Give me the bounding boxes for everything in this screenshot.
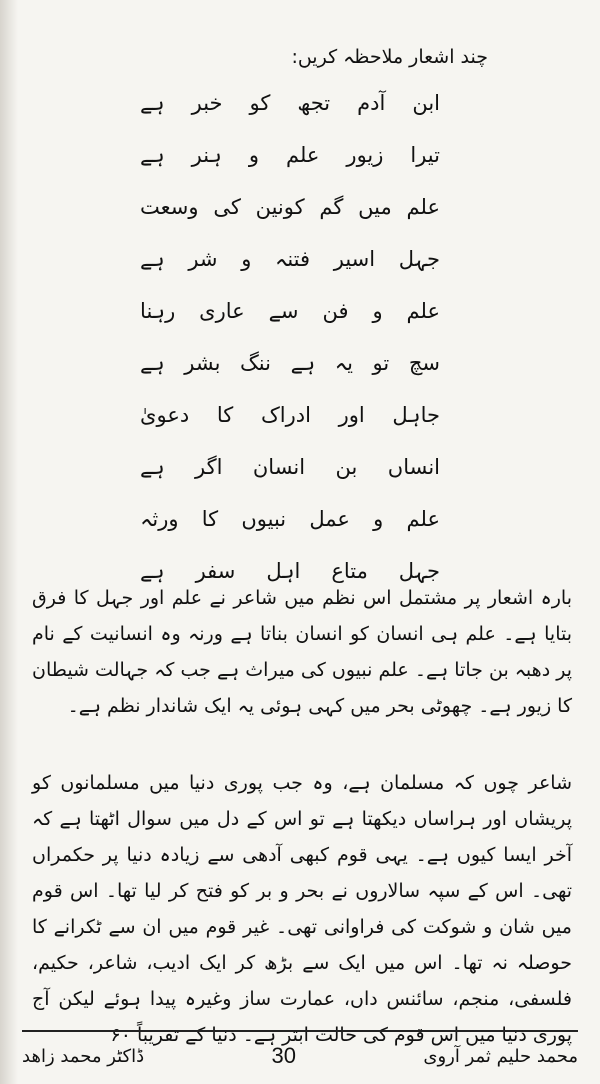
footer-divider: [22, 1030, 578, 1032]
verse-word: انسان: [252, 455, 306, 479]
verse-word: دعویٰ: [140, 403, 190, 427]
verse-word: ہنر: [191, 143, 222, 167]
verse-word: و: [372, 299, 383, 323]
verse-line: [140, 189, 440, 225]
footer-author-right: محمد حلیم ثمر آروی: [423, 1045, 578, 1067]
verse-word: فتنہ: [275, 247, 311, 271]
verse-word: علم: [406, 507, 440, 531]
verse-word: و: [373, 507, 384, 531]
verse-word: عمل: [309, 507, 350, 531]
verse-line: [140, 137, 440, 173]
page-footer: [22, 1036, 578, 1076]
verse-word: انساں: [387, 455, 440, 479]
footer-author-left: ڈاکٹر محمد زاھد: [22, 1045, 145, 1067]
verse-word: جاہل: [392, 403, 440, 427]
verse-word: ہے: [140, 247, 165, 271]
verse-word: سچ: [408, 351, 440, 375]
verse-word: کی: [213, 195, 241, 219]
verse-line: [140, 501, 440, 537]
verse-word: ہے: [140, 91, 165, 115]
verse-word: علم: [406, 299, 440, 323]
verse-word: گم: [319, 195, 344, 219]
verse-word: ادراک: [260, 403, 311, 427]
verse-line: [140, 241, 440, 277]
verse-word: بشر: [184, 351, 221, 375]
verse-word: و: [241, 247, 252, 271]
verse-word: اگر: [195, 455, 223, 479]
verse-word: ہے: [290, 351, 316, 375]
verse-word: تجھ: [297, 91, 331, 115]
verse-word: عاری: [199, 299, 245, 323]
verse-word: ابن: [412, 91, 440, 115]
verse-word: سفر: [195, 559, 236, 583]
paragraph-1: بارہ اشعار پر مشتمل اس نظم میں شاعر نے علم اور جہل کا فرق بتایا ہے۔ علم ہی انسان کو انسان بناتا ہے ورنہ وہ انسانیت کے نام پر دھبہ بن جاتا ہے۔ علم نبیوں کی میراث ہے جب کہ جہالت شیطان کا زیور ہے۔ چھوٹی بحر میں کہی ہوئی یہ ایک شاندار نظم ہے۔: [32, 587, 572, 717]
verse-word: علم: [406, 195, 440, 219]
verse-word: متاع: [331, 559, 368, 583]
verse-word: کو: [249, 91, 271, 115]
verse-word: کا: [201, 507, 219, 531]
verse-word: ہے: [140, 455, 165, 479]
verse-word: زیور: [346, 143, 384, 167]
verse-word: بن: [335, 455, 358, 479]
verse-line: [140, 85, 440, 121]
verse-word: فن: [322, 299, 349, 323]
verse-word: تیرا: [410, 143, 440, 167]
verse-word: یہ: [334, 351, 353, 375]
paragraph-2: شاعر چوں کہ مسلمان ہے، وہ جب پوری دنیا میں مسلمانوں کو پریشاں اور ہراساں دیکھتا ہے تو اس کے دل میں سوال اٹھتا ہے کہ آخر ایسا کیوں ہے۔ یہی قوم کبھی آدھی سے زیادہ دنیا پر حکمراں تھی۔ اس کے سپہ سالاروں نے بحر و بر کو فتح کر لیا تھا۔ اس قوم میں شان و شوکت کی فراوانی تھی۔ غیر قوم میں ان سے ٹکرانے کا حوصلہ نہ تھا۔ اس میں ایک سے بڑھ کر ایک ادیب، شاعر، حکیم، فلسفی، منجم، سائنس داں، عمارت ساز وغیرہ پیدا ہوئے لیکن آج پوری دنیا میں اس قوم کی حالت ابتر ہے۔ دنیا کے تقریباً ۶۰: [32, 772, 572, 1046]
verse-word: جہل: [398, 247, 440, 271]
verse-word: اسیر: [333, 247, 376, 271]
verse-word: میں: [358, 195, 392, 219]
verse-word: جہل: [398, 559, 440, 583]
verse-line: [140, 345, 440, 381]
verse-word: ورثہ: [140, 507, 179, 531]
verse-line: [140, 293, 440, 329]
verse-word: آدم: [357, 91, 386, 115]
verse-word: کونین: [255, 195, 305, 219]
page-binding-shadow: [0, 0, 18, 1084]
verse-word: وسعت: [140, 195, 199, 219]
intro-line: چند اشعار ملاحظہ کریں:: [291, 46, 488, 68]
verse-word: تو: [372, 351, 390, 375]
verse-word: رہنا: [140, 299, 176, 323]
verse-word: کا: [216, 403, 234, 427]
page-number: 30: [271, 1043, 297, 1068]
verse-word: ہے: [140, 143, 165, 167]
verse-word: علم: [285, 143, 320, 167]
verse-word: اور: [338, 403, 365, 427]
verse-word: ننگ: [240, 351, 271, 375]
verse-word: نبیوں: [241, 507, 287, 531]
verse-word: خبر: [191, 91, 223, 115]
verse-word: ہے: [140, 351, 165, 375]
verse-line: [140, 397, 440, 433]
verse-line: [140, 449, 440, 485]
verse-word: سے: [268, 299, 299, 323]
verse-word: شر: [188, 247, 218, 271]
verse-word: ہے: [140, 559, 165, 583]
verse-word: اہل: [266, 559, 301, 583]
verse-word: و: [248, 143, 259, 167]
